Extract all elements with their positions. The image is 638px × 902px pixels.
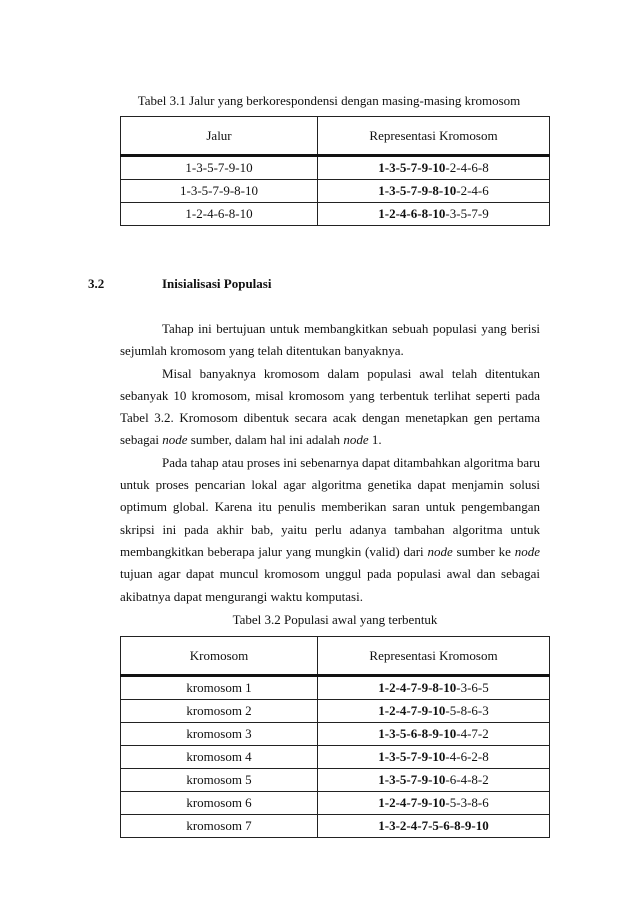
table-row <box>121 815 550 838</box>
table2-name: kromosom 5 <box>121 769 318 792</box>
section-number: 3.2 <box>88 276 105 291</box>
table1-chromosome: 1-3-5-7-9-8-10-2-4-6 <box>318 180 550 203</box>
table-row <box>121 792 550 815</box>
table-row <box>121 723 550 746</box>
table2-header-row <box>121 637 550 676</box>
table2-chromosome: 1-3-2-4-7-5-6-8-9-10 <box>318 815 550 838</box>
table2-name: kromosom 6 <box>121 792 318 815</box>
table1-header-row <box>121 117 550 156</box>
table-row <box>121 156 550 180</box>
table-row <box>121 746 550 769</box>
table-row <box>121 700 550 723</box>
table2-name: kromosom 7 <box>121 815 318 838</box>
section-title: Inisialisasi Populasi <box>162 276 272 291</box>
table2-header-kromosom: Kromosom <box>121 637 318 676</box>
table1-header-representasi: Representasi Kromosom <box>318 117 550 156</box>
table2-header-representasi: Representasi Kromosom <box>318 637 550 676</box>
paragraph-3: Pada tahap atau proses ini sebenarnya dapat ditambahkan algoritma baru untuk proses pencarian lokal agar algoritma genetika dapat menjamin solusi optimum global. Karena itu penulis memberikan saran untuk pengembangan skripsi ini pada akhir bab, yaitu perlu adanya tambahan algoritma untuk membangkitkan beberapa jalur yang mungkin (valid) dari node sumber ke node tujuan agar dapat muncul kromosom unggul pada populasi awal dan sebagai akibatnya dapat mengurangi waktu komputasi. <box>120 454 540 604</box>
table-row <box>121 180 550 203</box>
table2-chromosome: 1-2-4-7-9-10-5-8-6-3 <box>318 700 550 723</box>
table2-name: kromosom 1 <box>121 676 318 700</box>
table2-chromosome: 1-3-5-6-8-9-10-4-7-2 <box>318 723 550 746</box>
table2-caption: Tabel 3.2 Populasi awal yang terbentuk <box>232 612 438 627</box>
table1-header-jalur: Jalur <box>121 117 318 156</box>
table1-path: 1-2-4-6-8-10 <box>121 203 318 226</box>
paragraph-1: Tahap ini bertujuan untuk membangkitkan sebuah populasi yang berisi sejumlah kromosom yang telah ditentukan banyaknya. <box>120 321 540 359</box>
table1-caption: Tabel 3.1 Jalur yang berkorespondensi dengan masing-masing kromosom <box>137 93 521 108</box>
table1-path: 1-3-5-7-9-10 <box>121 156 318 180</box>
body-text <box>120 318 540 608</box>
paragraph-2: Misal banyaknya kromosom dalam populasi awal telah ditentukan sebanyak 10 kromosom, misal kromosom yang terbentuk terlihat seperti pada Tabel 3.2. Kromosom dibentuk secara acak dengan menetapkan gen pertama sebagai node sumber, dalam hal ini adalah node 1. <box>120 365 540 448</box>
table2-chromosome: 1-3-5-7-9-10-6-4-8-2 <box>318 769 550 792</box>
table-row <box>121 676 550 700</box>
table1-path: 1-3-5-7-9-8-10 <box>121 180 318 203</box>
table-row <box>121 769 550 792</box>
table1-chromosome: 1-2-4-6-8-10-3-5-7-9 <box>318 203 550 226</box>
table2-name: kromosom 4 <box>121 746 318 769</box>
table-row <box>121 203 550 226</box>
table2-name: kromosom 3 <box>121 723 318 746</box>
table2-name: kromosom 2 <box>121 700 318 723</box>
table2-chromosome: 1-2-4-7-9-10-5-3-8-6 <box>318 792 550 815</box>
table2 <box>120 636 550 838</box>
table1-chromosome: 1-3-5-7-9-10-2-4-6-8 <box>318 156 550 180</box>
table2-chromosome: 1-2-4-7-9-8-10-3-6-5 <box>318 676 550 700</box>
table1 <box>120 116 550 226</box>
table2-chromosome: 1-3-5-7-9-10-4-6-2-8 <box>318 746 550 769</box>
